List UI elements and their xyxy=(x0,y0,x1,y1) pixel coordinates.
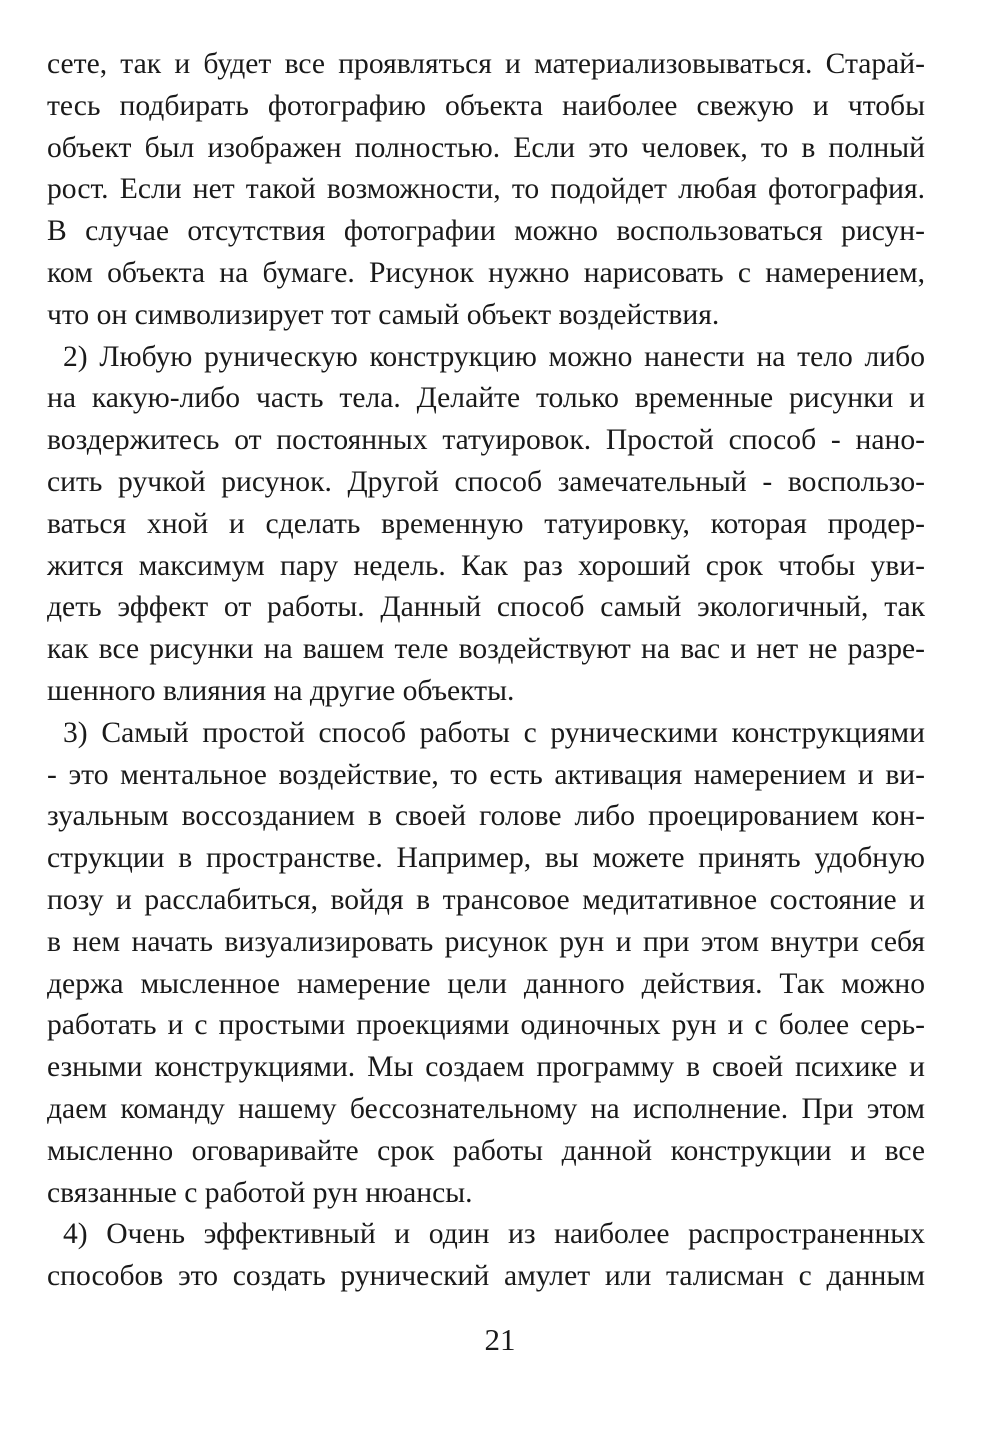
text-line: жится максимум пару недель. Как раз хороший срок чтобы уви- xyxy=(47,549,925,582)
text-line: работать и с простыми проекциями одиночных рун и с более серь- xyxy=(47,1009,925,1042)
text-line: 3) Самый простой способ работы с руническими конструкциями xyxy=(63,716,925,749)
text-line: как все рисунки на вашем теле воздействуют на вас и нет не разре- xyxy=(47,633,925,666)
text-line: В случае отсутствия фотографии можно воспользоваться рисун- xyxy=(47,215,925,248)
text-line: объект был изображен полностью. Если это человек, то в полный xyxy=(47,131,925,164)
text-line: езными конструкциями. Мы создаем программу в своей психике и xyxy=(47,1051,925,1084)
text-line: держа мысленное намерение цели данного действия. Так можно xyxy=(47,967,925,1000)
text-line: связанные с работой рун нюансы. xyxy=(47,1176,473,1209)
page-number: 21 xyxy=(484,1322,516,1357)
paragraph-item-4 xyxy=(47,1214,925,1298)
body-text xyxy=(47,44,925,1298)
paragraph-item-3 xyxy=(47,713,925,1215)
text-line: 2) Любую руническую конструкцию можно нанести на тело либо xyxy=(63,340,925,373)
text-line: сете, так и будет все проявляться и материализовываться. Старай- xyxy=(47,48,925,80)
text-line: даем команду нашему бессознательному на исполнение. При этом xyxy=(47,1092,925,1125)
text-line: способов это создать рунический амулет или талисман с данным xyxy=(47,1260,925,1293)
text-line: что он символизирует тот самый объект воздействия. xyxy=(47,298,720,331)
text-line: ваться хной и сделать временную татуировку, которая продер- xyxy=(47,507,925,540)
text-line: мысленно оговаривайте срок работы данной конструкции и все xyxy=(47,1134,925,1167)
text-line: деть эффект от работы. Данный способ самый экологичный, так xyxy=(47,591,925,624)
text-line: зуальным воссозданием в своей голове либо проецированием кон- xyxy=(47,800,925,833)
text-line: на какую-либо часть тела. Делайте только временные рисунки и xyxy=(47,382,925,415)
paragraph-item-2 xyxy=(47,337,925,713)
text-line: - это ментальное воздействие, то есть активация намерением и ви- xyxy=(47,758,925,791)
text-line: ком объекта на бумаге. Рисунок нужно нарисовать с намерением, xyxy=(47,256,925,289)
text-line: струкции в пространстве. Например, вы можете принять удобную xyxy=(47,842,925,875)
text-line: в нем начать визуализировать рисунок рун и при этом внутри себя xyxy=(47,925,925,958)
text-line: воздержитесь от постоянных татуировок. Простой способ - нано- xyxy=(47,424,925,457)
text-line: тесь подбирать фотографию объекта наиболее свежую и чтобы xyxy=(47,89,925,122)
paragraph-continuation xyxy=(47,44,925,337)
text-line: позу и расслабиться, войдя в трансовое медитативное состояние и xyxy=(47,883,925,916)
text-line: рост. Если нет такой возможности, то подойдет любая фотография. xyxy=(47,173,925,206)
text-line: сить ручкой рисунок. Другой способ замечательный - воспользо- xyxy=(47,465,925,498)
text-line: шенного влияния на другие объекты. xyxy=(47,674,515,707)
text-line: 4) Очень эффективный и один из наиболее распространенных xyxy=(63,1218,925,1251)
